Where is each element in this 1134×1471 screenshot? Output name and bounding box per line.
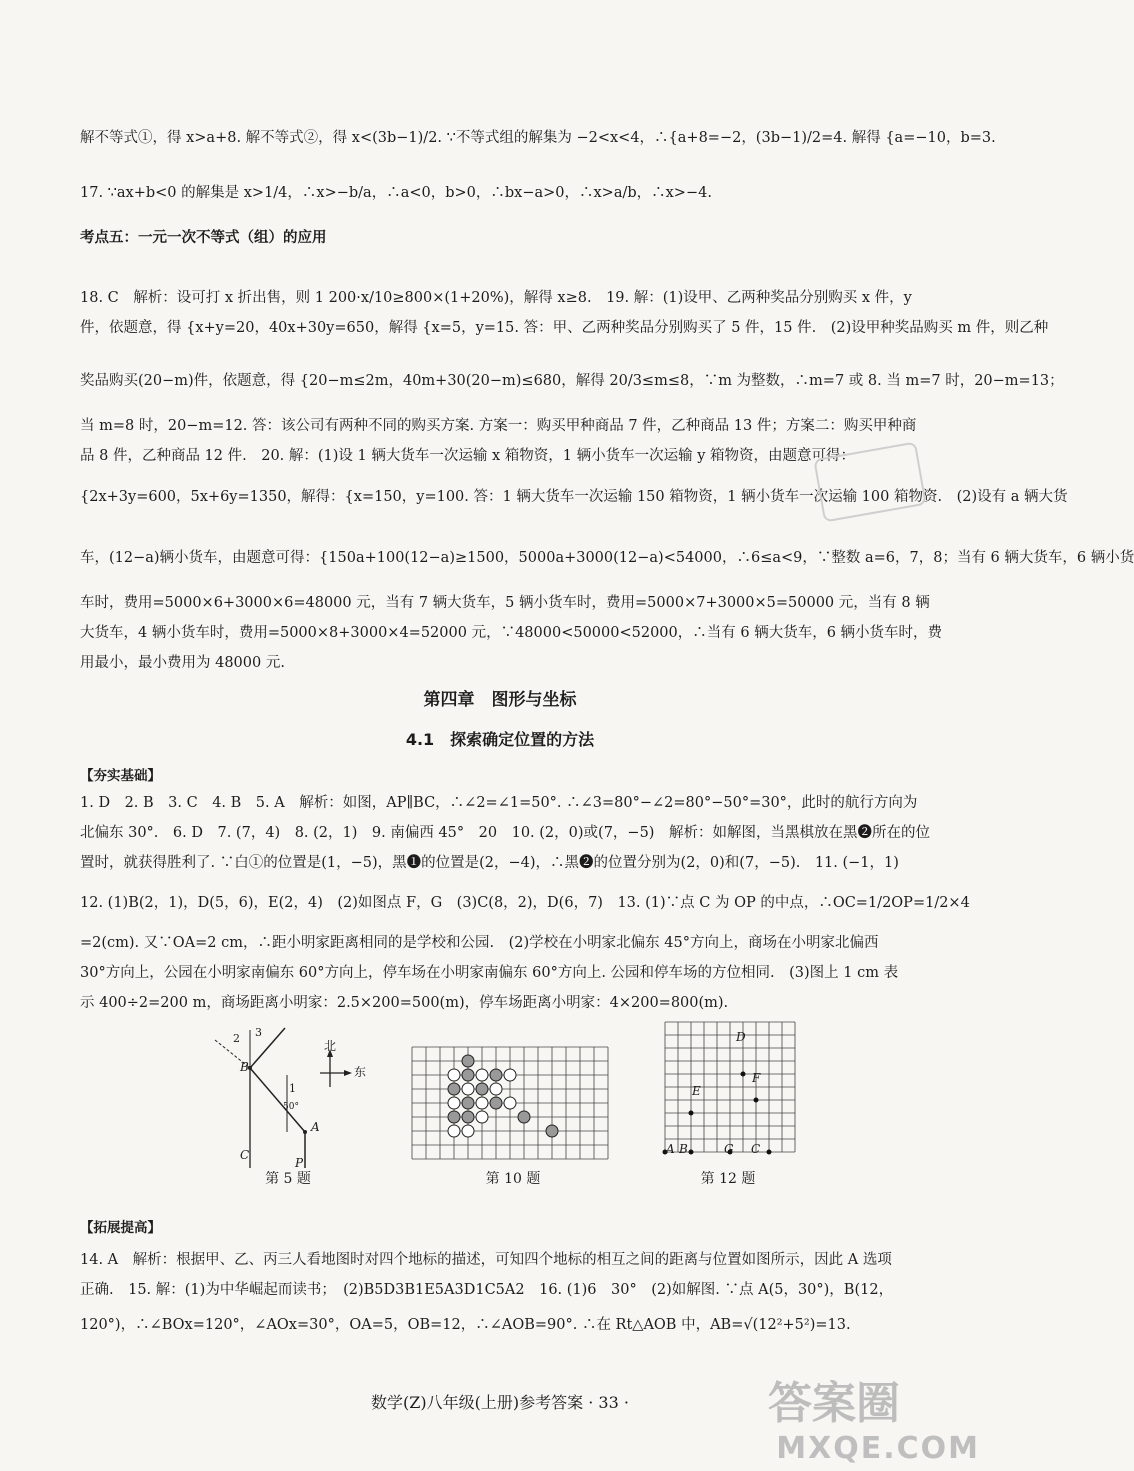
lines3-line: 正确. 15. 解：(1)为中华崛起而读书； (2)B5D3B1E5A3D1C5A2 16. (1)6 30° (2)如解图. ∵点 A(5，30°)，B(12， — [80, 1282, 894, 1298]
point-C: C — [751, 1142, 761, 1156]
compass-north: 北 — [324, 1039, 337, 1053]
white-stone — [448, 1097, 460, 1109]
compass-icon — [318, 1039, 368, 1095]
point-A: A — [666, 1142, 675, 1156]
lines-line: 考点五：一元一次不等式（组）的应用 — [80, 230, 327, 246]
black-stone — [462, 1055, 474, 1067]
lines-line: 车时，费用=5000×6+3000×6=48000 元，当有 7 辆大货车，5 辆小货车时，费用=5000×7+3000×5=50000 元，当有 8 辆 — [80, 595, 930, 611]
white-stone — [476, 1069, 488, 1081]
black-stone — [462, 1111, 474, 1123]
white-stone — [490, 1083, 502, 1095]
white-stone — [462, 1083, 474, 1095]
black-stone — [546, 1125, 558, 1137]
lines2-line: 12. (1)B(2，1)，D(5，6)，E(2，4) (2)如图点 F，G (3)C(8，2)，D(6，7) 13. (1)∵点 C 为 OP 的中点，∴OC=1/2OP=1/2×4 — [80, 895, 970, 911]
label-B: B — [240, 1060, 249, 1074]
point-D: D — [736, 1030, 746, 1044]
lines-line: 18. C 解析：设可打 x 折出售，则 1 200·x/10≥800×(1+20%)，解得 x≥8. 19. 解：(1)设甲、乙两种奖品分别购买 x 件，y — [80, 290, 912, 306]
lines2-line: 30°方向上，公园在小明家南偏东 60°方向上，停车场在小明家南偏东 60°方向上. 公园和停车场的方位相同. (3)图上 1 cm 表 — [80, 965, 899, 981]
lines-line: 车，(12−a)辆小货车，由题意可得：{150a+100(12−a)≥1500，5000a+3000(12−a)<54000，∴6≤a<9，∵整数 a=6，7，8；当有 6 辆大货车，6 辆小货 — [80, 550, 1134, 566]
white-stone — [504, 1069, 516, 1081]
black-stone — [476, 1083, 488, 1095]
label-P: P — [295, 1156, 304, 1170]
black-stone — [448, 1083, 460, 1095]
label-2: 2 — [233, 1032, 240, 1045]
compass-east: 东 — [354, 1065, 367, 1079]
lines-line: 奖品购买(20−m)件，依题意，得 {20−m≤2m，40m+30(20−m)≤680，解得 20/3≤m≤8，∵m 为整数，∴m=7 或 8. 当 m=7 时，20−m=13； — [80, 373, 1064, 389]
lines-line: 当 m=8 时，20−m=12. 答：该公司有两种不同的购买方案. 方案一：购买甲种商品 7 件，乙种商品 13 件；方案二：购买甲种商 — [80, 418, 917, 434]
label-angle: 50° — [283, 1102, 299, 1112]
watermark-url: MXQE.COM — [776, 1431, 980, 1466]
lines-line: {2x+3y=600，5x+6y=1350，解得：{x=150，y=100. 答：1 辆大货车一次运输 150 箱物资，1 辆小货车一次运输 100 箱物资. (2)设有 a 辆大货 — [80, 489, 1068, 505]
label-3: 3 — [255, 1026, 262, 1039]
label-1: 1 — [289, 1082, 296, 1095]
point-F: F — [752, 1071, 761, 1085]
grid-point — [689, 1111, 694, 1116]
lines3-line: 14. A 解析：根据甲、乙、丙三人看地图时对四个地标的描述，可知四个地标的相互之间的距离与位置如图所示，因此 A 选项 — [80, 1252, 892, 1268]
chapter-title: 第四章 图形与坐标 — [423, 690, 577, 710]
label-A: A — [311, 1120, 320, 1134]
black-stone — [518, 1111, 530, 1123]
lines-line: 解不等式①，得 x>a+8. 解不等式②，得 x<(3b−1)/2. ∵不等式组的解集为 −2<x<4，∴{a+8=−2，(3b−1)/2=4. 解得 {a=−10，b=3. — [80, 130, 996, 146]
fig10-caption: 第 10 题 — [485, 1171, 541, 1187]
lines-line: 件，依题意，得 {x+y=20，40x+30y=650，解得 {x=5，y=15. 答：甲、乙两种奖品分别购买了 5 件，15 件. (2)设甲种奖品购买 m 件，则乙种 — [80, 320, 1049, 336]
basics-tag: 【夯实基础】 — [80, 768, 161, 784]
lines2-line: 置时，就获得胜利了. ∵白①的位置是(1，−5)，黑❶的位置是(2，−4)，∴黑❷的位置分别为(2，0)和(7，−5). 11. (−1，1) — [80, 855, 899, 871]
fig5-caption: 第 5 题 — [265, 1171, 311, 1187]
white-stone — [476, 1111, 488, 1123]
grid-point — [741, 1072, 746, 1077]
lines3-line: 120°)，∴∠BOx=120°，∠AOx=30°，OA=5，OB=12，∴∠AOB=90°. ∴在 Rt△AOB 中，AB=√(12²+5²)=13. — [80, 1317, 851, 1333]
lines2-line: 北偏东 30°. 6. D 7. (7，4) 8. (2，1) 9. 南偏西 45° 20 10. (2，0)或(7，−5) 解析：如解图，当黑棋放在黑❷所在的位 — [80, 825, 930, 841]
white-stone — [448, 1125, 460, 1137]
figure-12 — [655, 1020, 800, 1165]
lines-line: 品 8 件，乙种商品 12 件. 20. 解：(1)设 1 辆大货车一次运输 x 箱物资，1 辆小货车一次运输 y 箱物资，由题意可得： — [80, 448, 856, 464]
white-stone — [462, 1125, 474, 1137]
black-stone — [462, 1069, 474, 1081]
black-stone — [462, 1097, 474, 1109]
lines2-line: 1. D 2. B 3. C 4. B 5. A 解析：如图，AP∥BC，∴∠2=∠1=50°. ∴∠3=80°−∠2=80°−50°=30°，此时的航行方向为 — [80, 795, 918, 811]
lines-line: 用最小，最小费用为 48000 元. — [80, 655, 285, 671]
white-stone — [476, 1097, 488, 1109]
black-stone — [448, 1111, 460, 1123]
label-C: C — [240, 1148, 250, 1162]
black-stone — [490, 1097, 502, 1109]
lines2-line: =2(cm). 又∵OA=2 cm，∴距小明家距离相同的是学校和公园. (2)学校在小明家北偏东 45°方向上，商场在小明家北偏西 — [80, 935, 879, 951]
white-stone — [448, 1069, 460, 1081]
extension-tag: 【拓展提高】 — [80, 1220, 161, 1236]
lines2-line: 示 400÷2=200 m，商场距离小明家：2.5×200=500(m)，停车场距离小明家：4×200=800(m). — [80, 995, 729, 1011]
grid-point — [767, 1150, 772, 1155]
figure-10 — [410, 1045, 610, 1165]
lines-line: 大货车，4 辆小货车时，费用=5000×8+3000×4=52000 元，∵48000<50000<52000，∴当有 6 辆大货车，6 辆小货车时，费 — [80, 625, 943, 641]
point-G: G — [724, 1142, 734, 1156]
page-footer: 数学(Z)八年级(上册)参考答案 · 33 · — [371, 1393, 629, 1412]
fig12-caption: 第 12 题 — [700, 1171, 756, 1187]
black-stone — [490, 1069, 502, 1081]
section-title: 4.1 探索确定位置的方法 — [405, 730, 595, 749]
white-stone — [504, 1097, 516, 1109]
grid-point — [689, 1150, 694, 1155]
point-B: B — [679, 1142, 688, 1156]
watermark-logo: 答案圈 — [768, 1378, 900, 1429]
lines-line: 17. ∵ax+b<0 的解集是 x>1/4，∴x>−b/a，∴a<0，b>0，∴bx−a>0，∴x>a/b，∴x>−4. — [80, 185, 712, 201]
point-E: E — [692, 1084, 701, 1098]
grid-point — [754, 1098, 759, 1103]
